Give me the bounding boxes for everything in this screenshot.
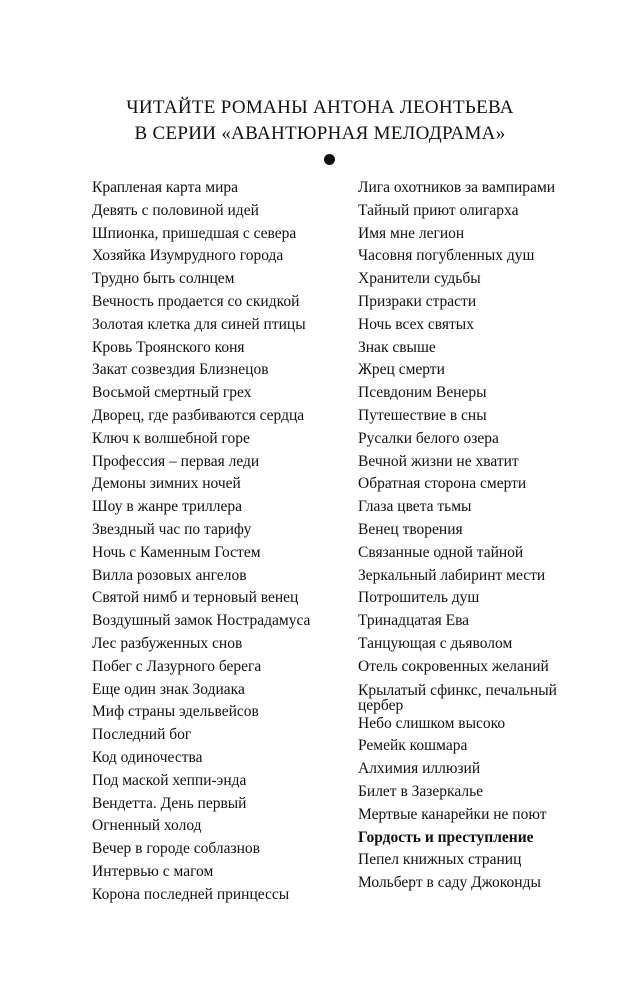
book-title: Псевдоним Венеры bbox=[358, 384, 487, 402]
book-title: Жрец смерти bbox=[358, 361, 445, 379]
book-title: Вилла розовых ангелов bbox=[92, 566, 247, 584]
book-title: Огненный холод bbox=[92, 817, 202, 835]
book-title: Танцующая с дьяволом bbox=[358, 634, 513, 652]
book-title: Девять с половиной идей bbox=[92, 201, 259, 219]
book-title: Знак свыше bbox=[358, 338, 436, 356]
book-title: Демоны зимних ночей bbox=[92, 475, 241, 493]
book-title: Кровь Троянского коня bbox=[92, 338, 245, 356]
book-title: Мертвые канарейки не поют bbox=[358, 805, 547, 823]
book-title: Святой нимб и терновый венец bbox=[92, 589, 299, 607]
book-title: Золотая клетка для синей птицы bbox=[92, 315, 306, 333]
book-title: Небо слишком высоко bbox=[358, 714, 506, 732]
book-title: Вечер в городе соблазнов bbox=[92, 840, 260, 858]
book-title: Хранители судьбы bbox=[358, 270, 481, 288]
book-title: Ночь с Каменным Гостем bbox=[92, 543, 261, 561]
book-title: Призраки страсти bbox=[358, 292, 477, 310]
book-title-highlighted: Гордость и преступление bbox=[358, 828, 534, 846]
book-title: Алхимия иллюзий bbox=[358, 760, 481, 778]
book-title: Шоу в жанре триллера bbox=[92, 498, 242, 516]
bullet-separator-icon bbox=[324, 154, 335, 165]
book-title: Последний бог bbox=[92, 726, 192, 744]
book-title: Лес разбуженных снов bbox=[92, 634, 243, 652]
book-title: Потрошитель душ bbox=[358, 589, 480, 607]
book-title: Звездный час по тарифу bbox=[92, 520, 252, 538]
series-heading-line1: ЧИТАЙТЕ РОМАНЫ АНТОНА ЛЕОНТЬЕВА bbox=[126, 97, 514, 118]
book-title: Профессия – первая леди bbox=[92, 452, 260, 470]
left-title-column bbox=[92, 178, 342, 908]
book-title: Пепел книжных страниц bbox=[358, 851, 522, 869]
book-title: Мольберт в саду Джоконды bbox=[358, 874, 541, 892]
book-title: Глаза цвета тьмы bbox=[358, 498, 472, 516]
book-title: Побег с Лазурного берега bbox=[92, 657, 262, 675]
book-title: Лига охотников за вампирами bbox=[358, 179, 556, 196]
book-title: Ночь всех святых bbox=[358, 315, 474, 333]
book-title: Дворец, где разбиваются сердца bbox=[92, 406, 305, 424]
book-title: Часовня погубленных душ bbox=[358, 247, 535, 265]
book-title: Тринадцатая Ева bbox=[358, 612, 470, 630]
book-title: Шпионка, пришедшая с севера bbox=[92, 224, 297, 242]
book-title: Вендетта. День первый bbox=[92, 794, 247, 812]
book-title: Имя мне легион bbox=[358, 224, 465, 242]
book-title: Интервью с магом bbox=[92, 862, 214, 880]
book-title: Крылатый сфинкс, печальный цербер bbox=[358, 681, 557, 714]
book-title: Билет в Зазеркалье bbox=[358, 782, 484, 800]
book-title: Хозяйка Изумрудного города bbox=[92, 247, 284, 265]
book-title: Венец творения bbox=[358, 520, 463, 538]
book-title: Восьмой смертный грех bbox=[92, 384, 252, 402]
book-title: Под маской хеппи-энда bbox=[92, 771, 247, 789]
book-title: Ключ к волшебной горе bbox=[92, 429, 250, 447]
book-title: Ремейк кошмара bbox=[358, 737, 468, 755]
book-title: Закат созвездия Близнецов bbox=[92, 361, 269, 379]
book-title: Вечность продается со скидкой bbox=[92, 292, 300, 310]
book-title: Код одиночества bbox=[92, 748, 203, 766]
book-title: Обратная сторона смерти bbox=[358, 475, 527, 493]
book-title: Трудно быть солнцем bbox=[92, 270, 235, 288]
book-title: Путешествие в сны bbox=[358, 406, 487, 424]
book-title: Связанные одной тайной bbox=[358, 543, 524, 561]
right-title-column bbox=[358, 178, 578, 896]
book-title: Крапленая карта мира bbox=[92, 179, 239, 196]
book-title: Вечной жизни не хватит bbox=[358, 452, 519, 470]
book-title: Корона последней принцессы bbox=[92, 885, 290, 903]
book-title: Русалки белого озера bbox=[358, 429, 499, 447]
book-title: Зеркальный лабиринт мести bbox=[358, 566, 546, 584]
series-heading-line2: В СЕРИИ «АВАНТЮРНАЯ МЕЛОДРАМА» bbox=[134, 123, 506, 144]
book-title: Еще один знак Зодиака bbox=[92, 680, 245, 698]
book-title: Тайный приют олигарха bbox=[358, 201, 519, 219]
book-title: Миф страны эдельвейсов bbox=[92, 703, 259, 721]
book-title: Отель сокровенных желаний bbox=[358, 657, 549, 675]
book-title: Воздушный замок Нострадамуса bbox=[92, 612, 311, 630]
